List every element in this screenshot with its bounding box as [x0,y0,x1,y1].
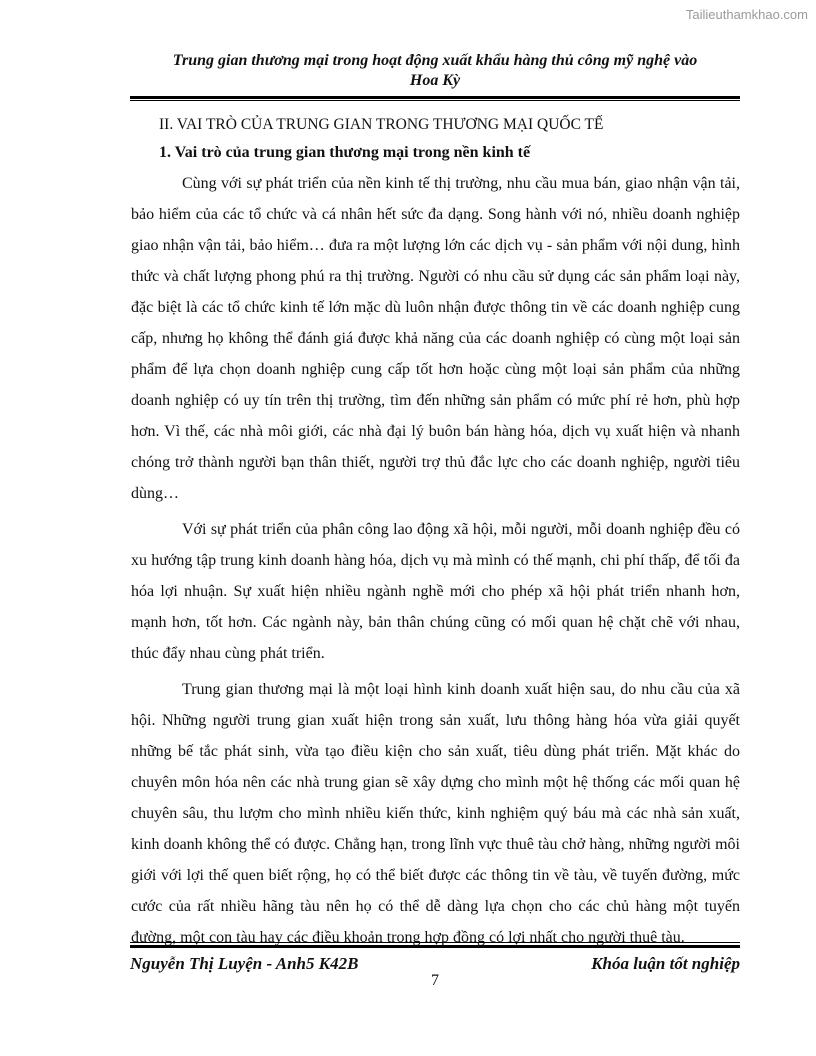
subsection-heading: 1. Vai trò của trung gian thương mại trong nền kinh tế [159,144,531,161]
header-rule [130,96,740,99]
footer-doc-type: Khóa luận tốt nghiệp [591,954,740,973]
header-title-line2: Hoa Kỳ [409,72,461,89]
footer-rule-thin [130,942,740,943]
watermark: Tailieuthamkhao.com [685,7,808,22]
paragraph: Với sự phát triển của phân công lao động xã hội, mỗi người, mỗi doanh nghiệp đều có xu hướng tập trung kinh doanh hàng hóa, dịch vụ mà mình có thế mạnh, chi phí thấp, để tối đa hóa lợi nhuận. Sự xuất hiện nhiều ngành nghề mới cho phép xã hội phát triển nhanh hơn, mạnh hơn, tốt hơn. Các ngành này, bản thân chúng cũng có mối quan hệ chặt chẽ với nhau, thúc đẩy nhau cùng phát triển. [131,521,740,662]
body-text [131,168,740,958]
footer-author: Nguyễn Thị Luyện - Anh5 K42B [130,954,359,973]
footer-rule [130,945,740,948]
section-heading: II. VAI TRÒ CỦA TRUNG GIAN TRONG THƯƠNG MẠI QUỐC TẾ [159,116,604,133]
page-header [130,51,740,91]
paragraph: Trung gian thương mại là một loại hình kinh doanh xuất hiện sau, do nhu cầu của xã hội. Những người trung gian xuất hiện trong sản xuất, lưu thông hàng hóa vừa giải quyết những bế tắc phát sinh, vừa tạo điều kiện cho sản xuất, tiêu dùng phát triển. Mặt khác do chuyên môn hóa nên các nhà trung gian sẽ xây dựng cho mình một hệ thống các mối quan hệ chuyên sâu, thu lượm cho mình nhiều kiến thức, kinh nghiệm quý báu mà các nhà sản xuất, kinh doanh không thể có được. Chẳng hạn, trong lĩnh vực thuê tàu chở hàng, những người môi giới với lợi thế quen biết rộng, họ có thể biết được các thông tin về tàu, về tuyến đường, mức cước của rất nhiều hãng tàu nên họ có thể dễ dàng lựa chọn cho các chủ hàng một tuyến đường, một con tàu hay các điều khoản trong hợp đồng có lợi nhất cho người thuê tàu. [131,681,740,946]
page-number: 7 [431,972,439,989]
header-rule-thin [130,100,740,101]
paragraph: Cùng với sự phát triển của nền kinh tế thị trường, nhu cầu mua bán, giao nhận vận tải, bảo hiểm của các tổ chức và cá nhân hết sức đa dạng. Song hành với nó, nhiều doanh nghiệp giao nhận vận tải, bảo hiểm… đưa ra một lượng lớn các dịch vụ - sản phẩm với nội dung, hình thức và chất lượng phong phú ra thị trường. Người có nhu cầu sử dụng các sản phẩm loại này, đặc biệt là các tổ chức kinh tế lớn mặc dù luôn nhận được thông tin về các doanh nghiệp cung cấp, nhưng họ không thể đánh giá được khả năng của các doanh nghiệp có cùng một loại sản phẩm để lựa chọn doanh nghiệp cung cấp tốt hơn hoặc cùng một loại sản phẩm của những doanh nghiệp có uy tín trên thị trường, tìm đến những sản phẩm có mức phí rẻ hơn, phù hợp hơn. Vì thế, các nhà môi giới, các nhà đại lý buôn bán hàng hóa, dịch vụ xuất hiện và nhanh chóng trở thành người bạn thân thiết, người trợ thủ đắc lực cho các doanh nghiệp, người tiêu dùng… [131,175,740,502]
header-title-line1: Trung gian thương mại trong hoạt động xuất khẩu hàng thủ công mỹ nghệ vào [172,52,698,69]
